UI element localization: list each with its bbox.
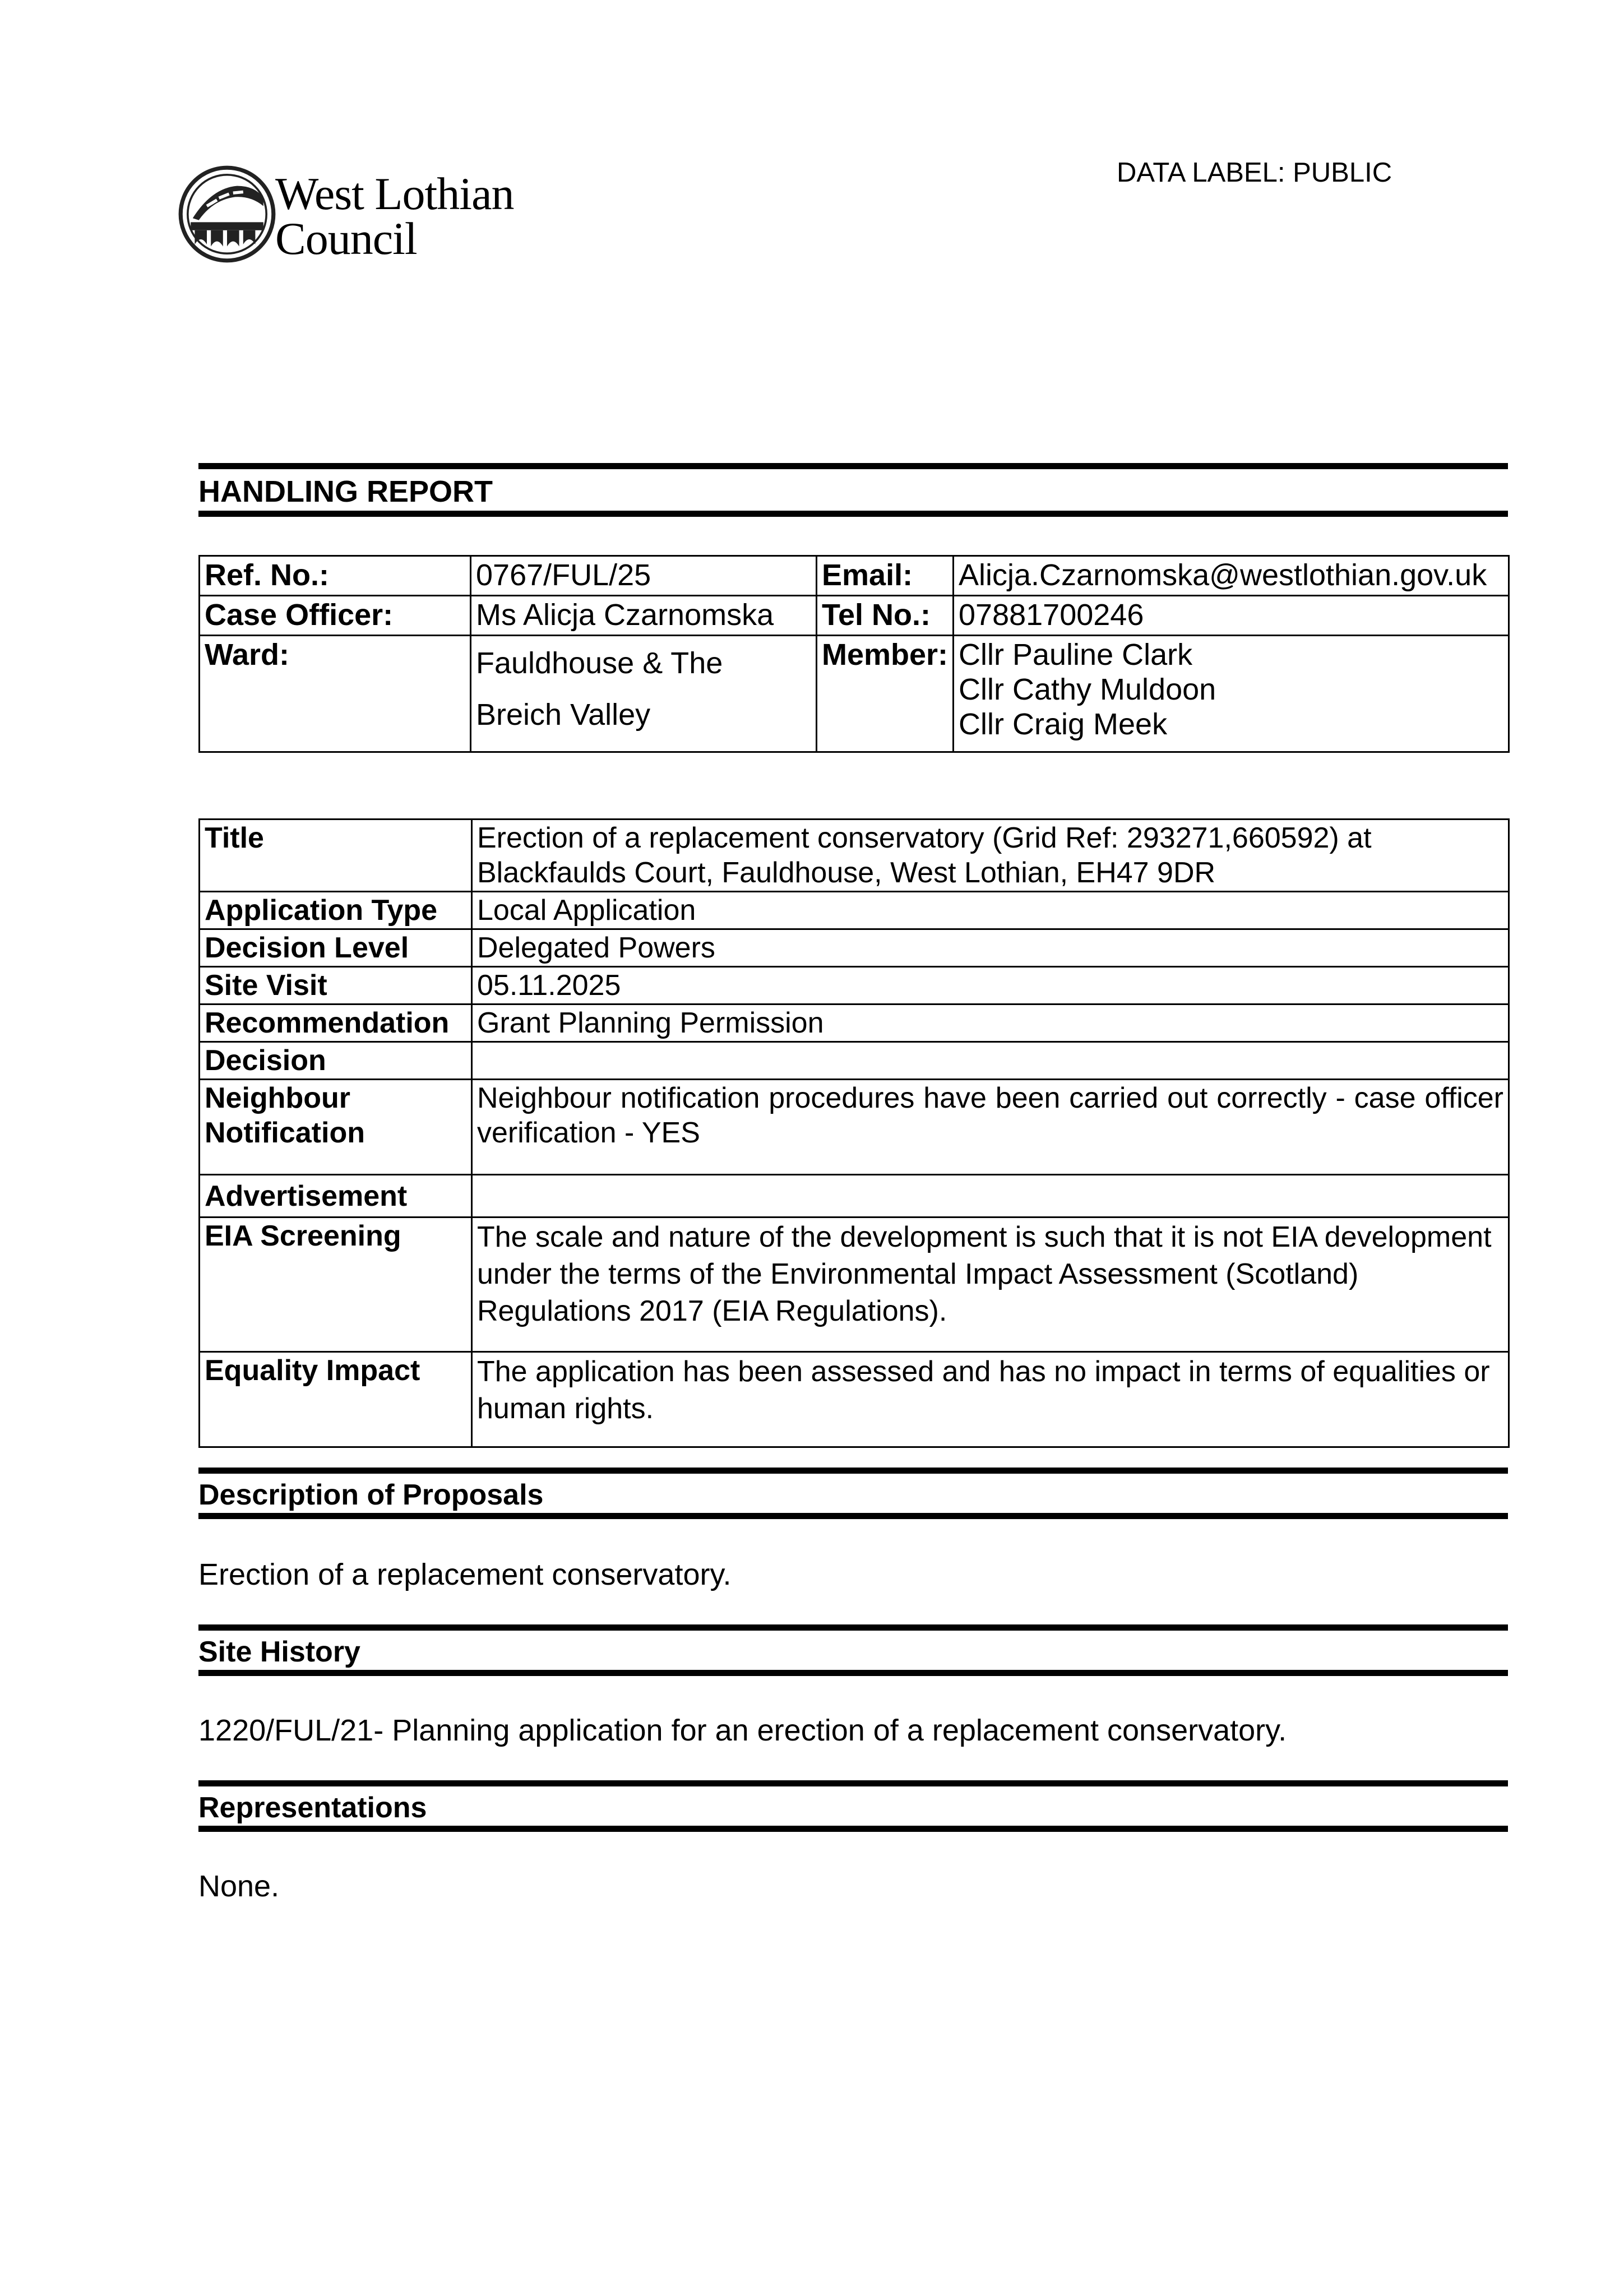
logo-line-1: West Lothian [275,168,514,219]
page-title: HANDLING REPORT [198,475,493,508]
ward-value [471,636,817,752]
site-visit-label: Site Visit [200,967,472,1004]
member-label: Member: [817,636,954,752]
title-label: Title [200,820,472,892]
section-title: Site History [198,1636,360,1668]
member-item: Cllr Craig Meek [959,707,1168,741]
member-item: Cllr Cathy Muldoon [959,673,1216,706]
ref-value: 0767/FUL/25 [471,556,817,596]
rule-top [198,463,1508,469]
table-row [200,556,1509,596]
table-row [200,1080,1509,1175]
table-row [200,1352,1509,1447]
label-line-1: Neighbour [205,1082,350,1114]
table-row [200,1004,1509,1042]
case-officer-label: Case Officer: [200,596,471,636]
description-text: Erection of a replacement conservatory. [198,1558,732,1591]
application-type-value: Local Application [472,892,1509,929]
decision-label: Decision [200,1042,472,1080]
member-list [954,636,1509,752]
application-type-label: Application Type [200,892,472,929]
site-history-heading [198,1624,1508,1676]
site-visit-value: 05.11.2025 [472,967,1509,1004]
representations-heading [198,1780,1508,1832]
table-row [200,596,1509,636]
email-label: Email: [817,556,954,596]
application-details-table [198,818,1510,1448]
council-logo-wordmark [275,168,514,264]
rule-top [198,1780,1508,1786]
handling-report-heading [198,463,1508,517]
rule-top [198,1624,1508,1631]
decision-value [472,1042,1509,1080]
case-details-table [198,555,1510,753]
equality-impact-label: Equality Impact [200,1352,472,1447]
table-row [200,1175,1509,1218]
description-heading [198,1468,1508,1519]
table-row [200,820,1509,892]
tel-value: 07881700246 [954,596,1509,636]
advertisement-value [472,1175,1509,1218]
ref-label: Ref. No.: [200,556,471,596]
rule-bottom [198,1826,1508,1832]
representations-text: None. [198,1869,280,1903]
table-row [200,636,1509,752]
eia-screening-value: The scale and nature of the development is such that it is not EIA development under the terms of the Environmental Impact Assessment (Scotland) Regulations 2017 (EIA Regulations). [472,1218,1509,1352]
rule-bottom [198,1670,1508,1676]
rule-top [198,1468,1508,1474]
case-officer-value: Ms Alicja Czarnomska [471,596,817,636]
advertisement-label: Advertisement [200,1175,472,1218]
email-value[interactable]: Alicja.Czarnomska@westlothian.gov.uk [954,556,1509,596]
eia-screening-label: EIA Screening [200,1218,472,1352]
table-row [200,1218,1509,1352]
recommendation-value: Grant Planning Permission [472,1004,1509,1042]
council-logo [174,159,567,271]
rule-bottom [198,1513,1508,1519]
recommendation-label: Recommendation [200,1004,472,1042]
ward-label: Ward: [200,636,471,752]
rule-bottom [198,511,1508,517]
member-item: Cllr Pauline Clark [959,638,1193,672]
decision-level-value: Delegated Powers [472,929,1509,967]
tel-label: Tel No.: [817,596,954,636]
section-title: Description of Proposals [198,1479,544,1511]
viaduct-emblem-icon [177,164,277,265]
section-title: Representations [198,1792,427,1824]
table-row [200,892,1509,929]
equality-impact-value: The application has been assessed and has no impact in terms of equalities or human rights. [472,1352,1509,1447]
title-value: Erection of a replacement conservatory (Grid Ref: 293271,660592) at Blackfaulds Court, Fauldhouse, West Lothian, EH47 9DR [472,820,1509,892]
label-line-2: Notification [205,1117,365,1149]
neighbour-notification-value: Neighbour notification procedures have been carried out correctly - case officer verification - YES [472,1080,1509,1175]
table-row [200,967,1509,1004]
ward-line-1: Fauldhouse & The [476,646,723,680]
data-label: DATA LABEL: PUBLIC [1117,158,1392,188]
neighbour-notification-label [200,1080,472,1175]
site-history-text: 1220/FUL/21- Planning application for an erection of a replacement conservatory. [198,1714,1287,1747]
table-row [200,929,1509,967]
table-row [200,1042,1509,1080]
ward-line-2: Breich Valley [476,698,651,732]
decision-level-label: Decision Level [200,929,472,967]
logo-line-2: Council [275,213,417,264]
